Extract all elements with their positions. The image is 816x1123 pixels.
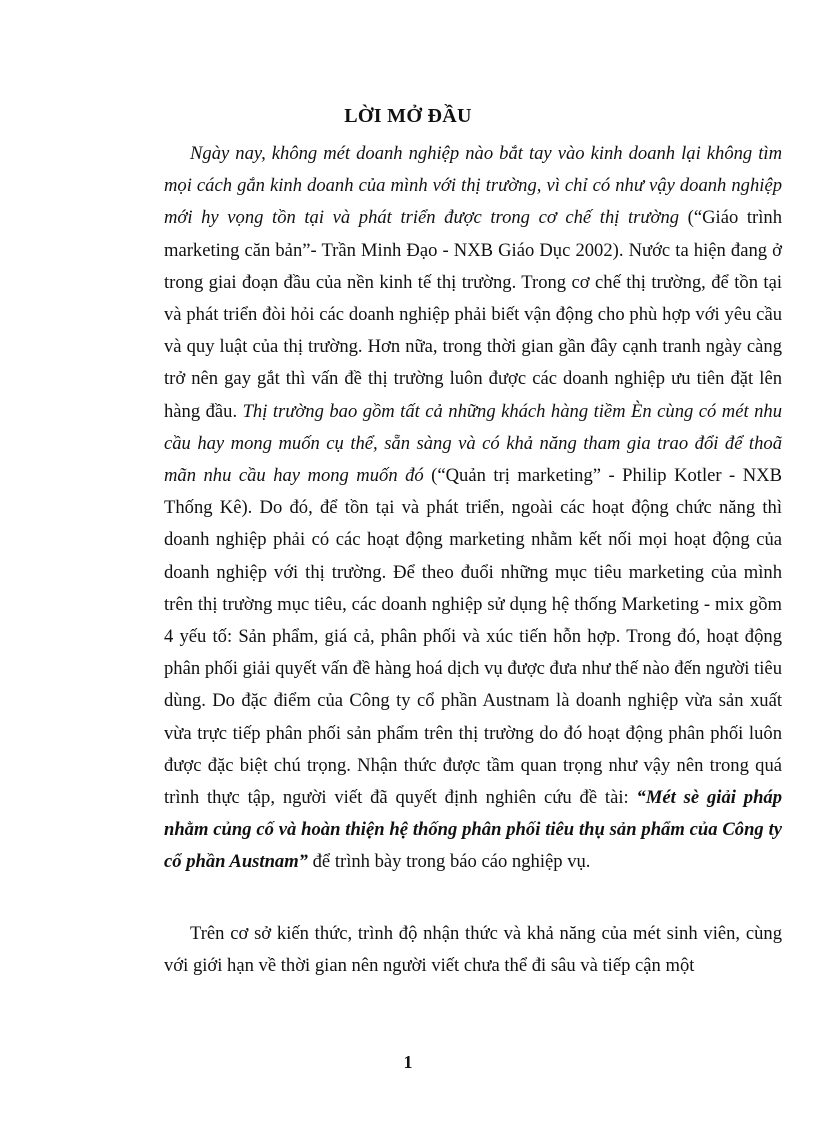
second-paragraph <box>164 918 782 982</box>
quote-definition-2: Thị trường bao gồm tất cả những khách hàng tiềm Èn cùng có mét nhu cầu hay mong muốn cụ thể, sẵn sàng và có khả năng tham gia trao đổi để thoã mãn nhu cầu hay mong muốn đó <box>164 400 782 487</box>
second-paragraph-text: Trên cơ sở kiến thức, trình độ nhận thức và khả năng của mét sinh viên, cùng với giới hạn về thời gian nên người viết chưa thể đi sâu và tiếp cận một <box>164 923 782 977</box>
paragraph-text-2: (“Quản trị marketing” - Philip Kotler - NXB Thống Kê). Do đó, để tồn tại và phát triển, ngoài các hoạt động chức năng thì doanh nghiệp phải có các hoạt động marketing nhằm kết nối mọi hoạt động của doanh nghiệp với thị trường. Để theo đuổi những mục tiêu marketing của mình trên thị trường mục tiêu, các doanh nghiệp sử dụng hệ thống Marketing - mix gồm 4 yếu tố: Sản phẩm, giá cả, phân phối và xúc tiến hỗn hợp. Trong đó, hoạt động phân phối giải quyết vấn đề hàng hoá dịch vụ được đưa như thế nào đến người tiêu dùng. Do đặc điểm của Công ty cổ phần Austnam là doanh nghiệp vừa sản xuất vừa trực tiếp phân phối sản phẩm trên thị trường do đó hoạt động phân phối luôn được đặc biệt chú trọng. Nhận thức được tầm quan trọng như vậy nên trong quá trình thực tập, người viết đã quyết định nghiên cứu đề tài: <box>164 465 782 809</box>
quote-definition-1: Ngày nay, không mét doanh nghiệp nào bắt tay vào kinh doanh lại không tìm mọi cách gắn kinh doanh của mình với thị trường, vì chỉ có như vậy doanh nghiệp mới hy vọng tồn tại và phát triển được trong cơ chế thị trường <box>164 143 782 229</box>
page-number: 1 <box>403 1052 413 1072</box>
research-topic: “Mét sè giải pháp nhằm củng cố và hoàn thiện hệ thống phân phối tiêu thụ sản phẩm của Công ty cổ phần Austnam” <box>164 787 783 873</box>
intro-paragraph <box>164 138 782 879</box>
paragraph-text-3: để trình bày trong báo cáo nghiệp vụ. <box>307 851 591 873</box>
page-title: LỜI MỞ ĐẦU <box>344 105 472 127</box>
paragraph-text-1: (“Giáo trình marketing căn bản”- Trần Minh Đạo - NXB Giáo Dục 2002). Nước ta hiện đang ở trong giai đoạn đầu của nền kinh tế thị trường. Trong cơ chế thị trường, để tồn tại và phát triển đòi hỏi các doanh nghiệp phải biết vận động cho phù hợp với yêu cầu và quy luật của thị trường. Hơn nữa, trong thời gian gần đây cạnh tranh ngày càng trở nên gay gắt thì vấn đề thị trường luôn được các doanh nghiệp ưu tiên đặt lên hàng đầu. <box>164 207 782 422</box>
